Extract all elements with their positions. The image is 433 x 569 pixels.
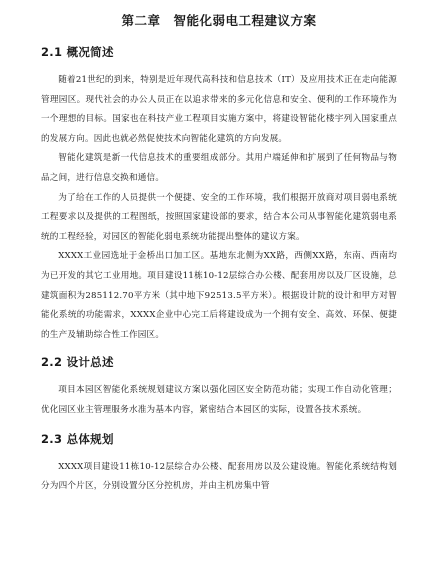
paragraph: 项目本园区智能化系统规划建议方案以强化园区安全防范功能；实现工作自动化管理；优化园区业主管理服务水准为基本内容，紧密结合本园区的实际，设置各技术系统。 — [41, 385, 397, 415]
section-heading-2-3: 2.3 总体规划 — [41, 431, 114, 446]
paragraph: 为了给在工作的人员提供一个便捷、安全的工作环境，我们根据开放商对项目弱电系统工程要求以及提供的工程图纸，按照国家建设部的要求，结合本公司从事智能化建筑弱电系统的工程经验，对园区的智能化弱电系统功能提出整体的建议方案。 — [41, 192, 397, 242]
paragraph: 随着21世纪的到来，特别是近年现代高科技和信息技术（IT）及应用技术正在走向能源管理园区。现代社会的办公人员正在以追求带来的多元化信息和安全、便利的工作环境作为一个理想的目标。国家也在科技产业工程项目实施方案中，将建设智能化楼宇列入国家重点的发展方向。因此也就必然促使技术向智能化建筑的方向发展。 — [41, 75, 397, 144]
paragraph: XXXX项目建设11栋10-12层综合办公楼、配套用房以及公建设施。智能化系统结构划分为四个片区，分别设置分区分控机房，并由主机房集中管 — [41, 461, 397, 492]
section-heading-2-2: 2.2 设计总述 — [41, 355, 114, 370]
chapter-title: 第二章 智能化弱电工程建议方案 — [121, 13, 317, 28]
paragraph: 智能化建筑是新一代信息技术的重要组成部分。其用户端延伸和扩展到了任何物品与物品之间，进行信息交换和通信。 — [41, 153, 397, 183]
paragraph: XXXX工业园选址于金桥出口加工区。基地东北侧为XX路，西侧XX路，东南、西南均为已开发的其它工业用地。项目建设11栋10-12层综合办公楼、配套用房以及厂区设施，总建筑面积为285112.70平方米（其中地下92513.5平方米）。根据设计院的设计和甲方对智能化系统的功能需求，XXXX企业中心完工后将建设成为一个拥有安全、高效、环保、便捷的生产及辅助综合性工作园区。 — [41, 251, 397, 340]
section-heading-2-1: 2.1 概况简述 — [41, 45, 114, 59]
